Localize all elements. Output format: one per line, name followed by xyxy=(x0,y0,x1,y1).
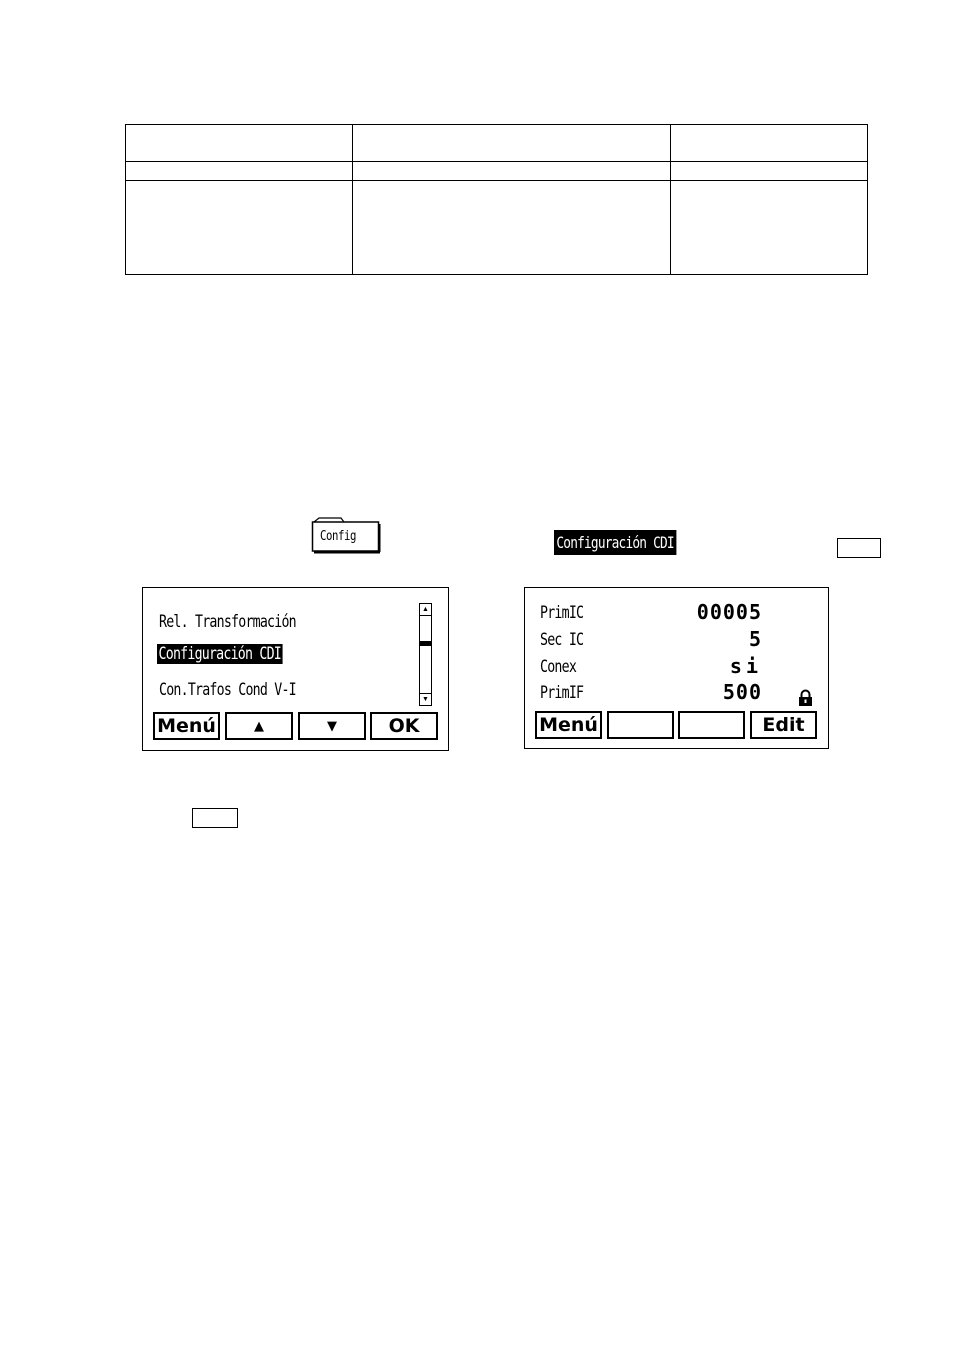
lcd-params-screen xyxy=(524,587,829,749)
softkey-label: Menú xyxy=(539,714,598,736)
menu-softkey[interactable] xyxy=(153,712,220,740)
table-cell xyxy=(353,125,671,162)
up-softkey[interactable] xyxy=(225,712,293,740)
softkey-label: OK xyxy=(388,715,420,737)
scroll-up-arrow-icon[interactable]: ▲ xyxy=(420,604,431,616)
scrollbar-thumb[interactable] xyxy=(420,641,431,646)
key-reference-box xyxy=(837,538,881,558)
table-cell xyxy=(671,162,868,181)
param-value: si xyxy=(729,654,762,678)
header-table xyxy=(125,124,868,275)
menu-softkey[interactable] xyxy=(535,711,602,739)
table-cell xyxy=(353,162,671,181)
param-value: 5 xyxy=(748,627,762,651)
table-cell xyxy=(353,181,671,275)
menu-item[interactable]: Con.Trafos Cond V-I xyxy=(159,680,296,700)
table-cell xyxy=(671,181,868,275)
param-label: Conex xyxy=(540,657,577,677)
blank-softkey[interactable] xyxy=(678,711,745,739)
softkey-label: Menú xyxy=(157,715,216,737)
param-label: PrimIF xyxy=(540,683,584,703)
table-cell xyxy=(671,125,868,162)
scroll-down-arrow-icon[interactable]: ▼ xyxy=(420,693,431,705)
ok-softkey[interactable] xyxy=(370,712,438,740)
menu-item[interactable]: Rel. Transformación xyxy=(159,612,296,632)
param-value: 00005 xyxy=(696,600,762,624)
softkey-label: Edit xyxy=(762,714,805,736)
table-cell xyxy=(126,125,353,162)
down-softkey[interactable] xyxy=(298,712,366,740)
table-cell xyxy=(126,181,353,275)
selected-item-badge: Configuración CDI xyxy=(554,530,676,555)
down-triangle-icon: ▼ xyxy=(327,718,337,734)
key-reference-box xyxy=(192,808,238,828)
blank-softkey[interactable] xyxy=(607,711,674,739)
param-label: Sec IC xyxy=(540,630,584,650)
lcd-menu-screen xyxy=(142,587,449,751)
table-cell xyxy=(126,162,353,181)
up-triangle-icon: ▲ xyxy=(254,718,264,734)
menu-item-selected[interactable]: Configuración CDI xyxy=(158,644,282,664)
folder-label: Config xyxy=(320,529,357,544)
param-label: PrimIC xyxy=(540,603,584,623)
edit-softkey[interactable] xyxy=(750,711,817,739)
lock-icon xyxy=(797,689,814,706)
folder-icon xyxy=(311,516,381,554)
scrollbar[interactable] xyxy=(419,603,432,706)
param-value: 500 xyxy=(722,680,762,704)
